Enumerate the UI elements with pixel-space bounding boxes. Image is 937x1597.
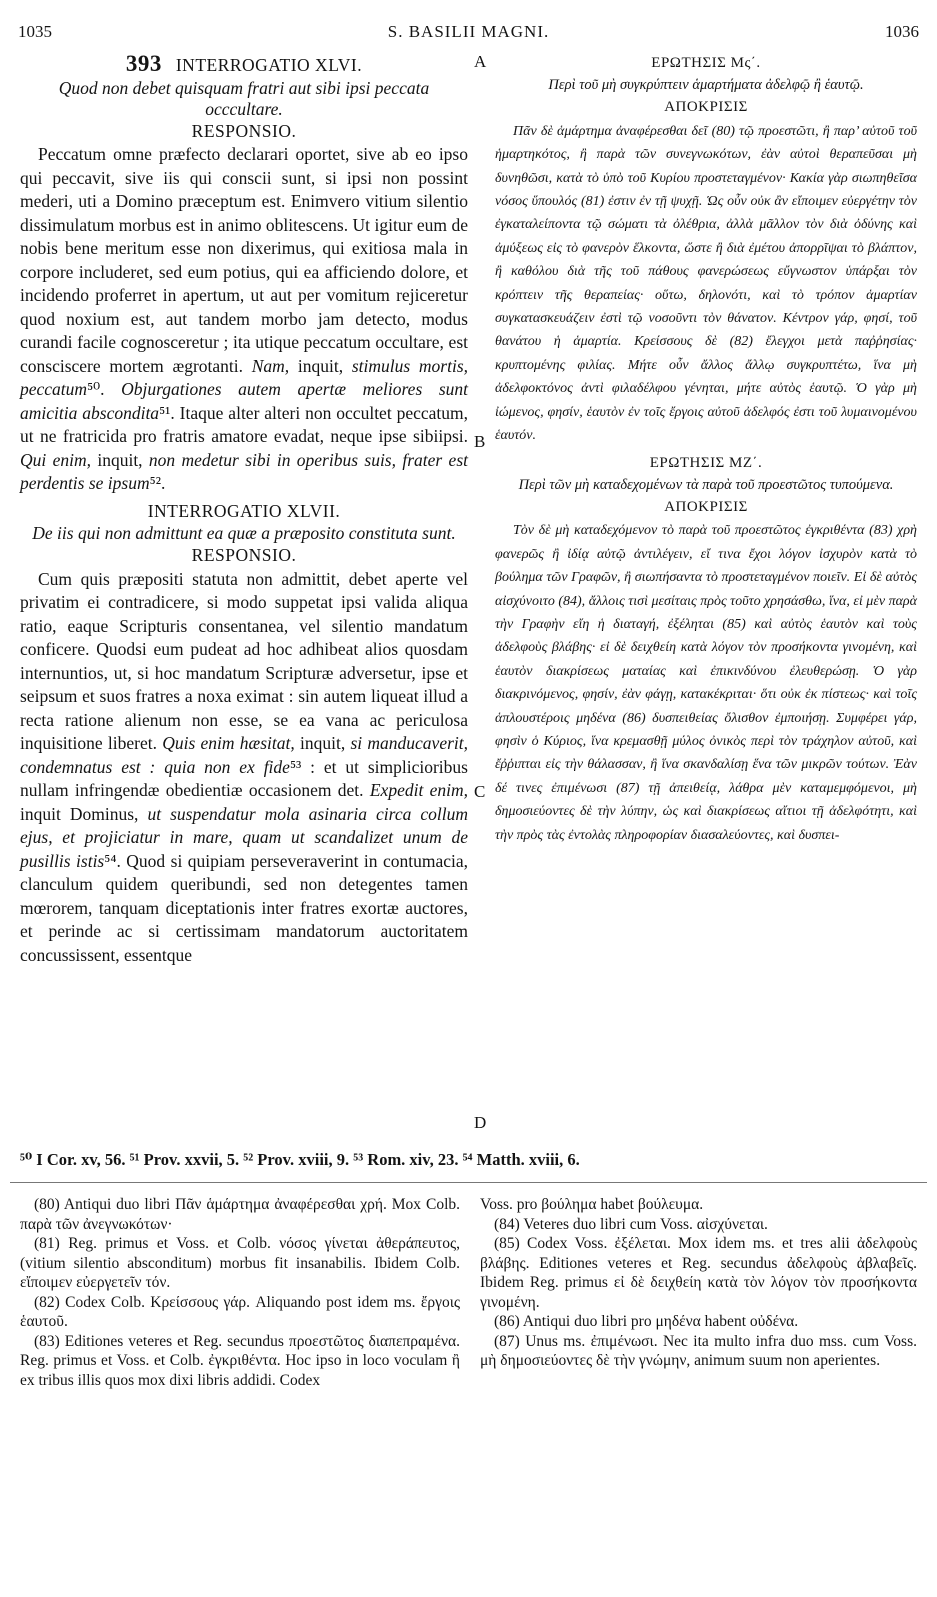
section-number: 393 bbox=[125, 51, 162, 76]
q46-quote-2: Objurgationes autem apertæ meliores sunt amicitia abscondita bbox=[20, 379, 468, 423]
scripture-references: ⁵⁰ I Cor. xv, 56. ⁵¹ Prov. xxvii, 5. ⁵² Prov. xviii, 9. ⁵³ Rom. xiv, 23. ⁵⁴ Matth. xviii, 6. bbox=[20, 1150, 580, 1169]
q46-text-6: inquit, bbox=[91, 449, 149, 470]
q46-heading-label: INTERROGATIO XLVI. bbox=[175, 55, 363, 75]
q47-heading-latin: INTERROGATIO XLVII. bbox=[147, 500, 341, 521]
q46-paragraph-greek: Πᾶν δὲ ἁμάρτημα ἀναφέρεσθαι δεῖ (80) τῷ προεστῶτι, ἢ παρ’ αὐτοῦ τοῦ ἡμαρτηκότος, ἢ παρὰ τῶν συνεγνωκότων, ἐὰν αὐτοὶ θεραπεῦσαι μὴ δυνηθῶσι, κατὰ τὸ ὑπὸ τοῦ Κυρίου προστεταγμένον· Κακία γὰρ σιωπηθεῖσα νόσος ὕπουλός (81) ἐστιν ἐν τῇ ψυχῇ. Ὡς οὖν οὐκ ἂν εἴποιμεν εὐεργέτην τὸν ἐγκαταλείποντα τῷ σώματι τὰ ὀλέθρια, ἀλλὰ μᾶλλον τὸν διὰ ὀδύνης καὶ ἀμύξεως εἰς τὸ φανερὸν ἕλκοντα, ὥστε ἢ διὰ ἐμέτου ἀπορρῖψαι τὸ βλάπτον, ἢ καθόλου διὰ τῆς τοῦ πάθους φανερώσεως εὔγνωστον ὑπάρξαι τὸν κρόπτειν τῆς θεραπείας· οὕτω, δηλονότι, καὶ τὸ τρόπον ἁμαρτίαν συγκατασκευάζειν ἐστὶ τῷ νοσοῦντι τὸν θάνατον. Κέντρον γάρ, φησί, τοῦ θανάτου ἡ ἁμαρτία. Κρείσσους δὲ (82) ἔλεγχοι μετὰ παῤῥησίας· κρυπτομένης φιλίας. Μήτε οὖν ἄλλος ἄλλῳ συγκρυπτέτω, ἵνα μὴ ἀδελφοκτόνος ἀντὶ φιλαδέλφου γένηται, μήτε αὐτὸς ἑαυτῷ. Ὁ γὰρ μὴ ἰώμενος, φησίν, ἑαυτὸν ἐν τοῖς ἔργοις αὐτοῦ ἀδελφός ἐστι τοῦ λυμαινομένου ἑαυτόν. bbox=[495, 123, 917, 444]
q46-heading-greek: ΕΡΩΤΗΣΙΣ Μς΄. bbox=[651, 55, 761, 71]
q46-responsio-greek: ΑΠΟΚΡΙΣΙΣ bbox=[664, 99, 748, 116]
margin-letter-b: B bbox=[474, 432, 486, 451]
running-title: S. BASILII MAGNI. bbox=[387, 22, 550, 41]
note-83: (83) Editiones veteres et Reg. secundus προεστῶτος διαπεπραμένα. Reg. primus et Voss. et Colb. ἐγκριθέντα. Hoc ipso in loco voculam ἢ ex tribus illis quos mox dixi libris addidi. Codex bbox=[20, 1332, 460, 1389]
q47-title-latin: De iis qui non admittunt ea quæ a præposito constituta sunt. bbox=[32, 523, 456, 543]
q46-quote-1: stimulus mortis, peccatum bbox=[20, 355, 469, 399]
q47-paragraph-latin bbox=[20, 568, 468, 968]
q46-heading-latin bbox=[20, 52, 468, 78]
q46-title-latin: Quod non debet quisquam fratri aut sibi ipsi peccata occcultare. bbox=[58, 77, 430, 119]
margin-letter-c: C bbox=[474, 782, 486, 801]
note-86: (86) Antiqui duo libri pro μηδένα habent οὐδένα. bbox=[494, 1313, 799, 1330]
page-number-right: 1036 bbox=[885, 22, 919, 41]
q46-text-5: Qui enim, bbox=[20, 449, 91, 470]
footnote-divider bbox=[10, 1182, 927, 1183]
q47-quote-2a: Expedit enim, bbox=[369, 780, 469, 800]
q46-paragraph-latin bbox=[20, 143, 468, 496]
page-header bbox=[0, 18, 937, 44]
q47-quote-1a: Quis enim hæsitat, bbox=[162, 733, 295, 753]
q47-heading-greek: ΕΡΩΤΗΣΙΣ ΜΖ΄. bbox=[649, 454, 763, 471]
q46-title-greek: Περὶ τοῦ μὴ συγκρύπτειν ἁμαρτήματα ἀδελφῷ ἢ ἑαυτῷ. bbox=[548, 77, 864, 94]
note-81: (81) Reg. primus et Voss. et Colb. νόσος γίνεται ἀθεράπευτος, (vitium silentio absconditum) morbus fit insanabilis. Ibidem Colb. εἴποιμεν εὐεργετεῖν τόν. bbox=[20, 1235, 460, 1291]
q47-quote-1b: si manducaverit, condemnatus est : quia non ex fide bbox=[20, 733, 468, 777]
note-84: (84) Veteres duo libri cum Voss. αἰσχύνεται. bbox=[494, 1215, 768, 1233]
note-85: (85) Codex Voss. ἐξέλεται. Mox idem ms. et tres alii ἀδελφοὺς βλάβης. Editiones veteres et Reg. secundus ἀδελφοὺς ἀβλαβεῖς. Ibidem Reg. primus εἰ δὲ δειχθείη κατὰ τὸν λόγον τὸν προσήκοντα γινομένη. bbox=[480, 1235, 917, 1311]
greek-column bbox=[495, 52, 917, 847]
note-80: (80) Antiqui duo libri Πᾶν ἁμάρτημα ἀναφέρεσθαι χρή. Mox Colb. παρὰ τῶν ἀνεγνωκότων· bbox=[20, 1196, 460, 1233]
q46-ref-52: ⁵². bbox=[149, 473, 166, 493]
note-83-cont: Voss. pro βούλημα habet βούλευμα. bbox=[480, 1196, 704, 1213]
q46-text-3: inquit, bbox=[289, 355, 352, 376]
q47-text-1: Cum quis præpositi statuta non admittit, debet aperte vel privatim ei contradicere, si modo suppetat ipsi valida aliqua ratio, eaque Scripturis consentanea, vel silentio mandatum conficere. Quodsi eum pudeat ad hoc adhibeat alios quosdam internuntios, ut, si hoc mandatum Scripturæ adversetur, ipse et seipsum et suos fratres a noxa eximat : sin autem liqueat illud a recta ratione alienum non esse, se ea vana ac periculosa inquisitione liberet. bbox=[20, 568, 468, 753]
note-87: (87) Unus ms. ἐπιμένωσι. Nec ita multo infra duo mss. cum Voss. μὴ δημοσιεύοντες δὲ τὴν γνώμην, animum suum non aperientes. bbox=[480, 1332, 917, 1369]
q47-responsio-latin: RESPONSIO. bbox=[191, 545, 297, 565]
q46-ref-50: ⁵⁰. bbox=[87, 379, 122, 399]
q47-text-2: inquit, bbox=[294, 733, 351, 753]
q46-text-1: Peccatum omne præfecto declarari oportet, sive ab eo ipso qui peccavit, sive iis qui conscii sunt, si ipsi non possint mederi, uti a Domino præceptum est. Enimvero vitium silentio dissimulatum morbus est in animo oblitescens. Ut igitur eum de nobis bene meritum esse non dixerimus, qui exitiosa mala in corpore includeret, sed eum potius, qui ea afficiendo dolore, et incidendo proferret in apertum, ut aut per vomitum rejiceretur quod noxium est, aut tandem morbo jam detecto, modus curandi facile cognosceretur ; ita utique peccatum occultare, est consciscere mortem ægrotanti. bbox=[20, 144, 468, 376]
notes-right-column bbox=[480, 1195, 917, 1371]
margin-letter-d: D bbox=[474, 1113, 487, 1132]
q47-responsio-greek: ΑΠΟΚΡΙΣΙΣ bbox=[664, 498, 748, 515]
q46-quote-3: non medetur sibi in operibus suis, frater est perdentis se ipsum bbox=[20, 449, 468, 493]
q47-quote-2b: ut suspendatur mola asinaria circa collum ejus, et projiciatur in mare, quam ut scandalizet unum de pusillis istis bbox=[20, 803, 468, 871]
latin-column bbox=[20, 52, 468, 967]
q46-responsio-latin: RESPONSIO. bbox=[191, 120, 297, 141]
q47-text-5: ⁵⁴. Quod si quipiam perseveraverint in contumacia, clanculum quidem queribundi, sed non detegentes tamen mœrorem, tanquam diceptationis inter fratres exortæ auctores, et perinde ac si certissimam mandatorum auctoritatem concussissent, essentque bbox=[20, 850, 468, 965]
notes-left-column bbox=[20, 1195, 460, 1390]
q47-text-3: ⁵³ : et ut simplicioribus nullam infringendæ obedientiæ occasionem det. bbox=[20, 756, 468, 800]
q46-text-2: Nam, bbox=[251, 355, 290, 376]
margin-letter-a: A bbox=[474, 52, 487, 71]
q46-text-4: ⁵¹. Itaque alter alteri non occultet peccatum, ut ne fratricida pro fratris amatore evadat, neque ipse sibiipsi. bbox=[20, 402, 468, 446]
page-number-left: 1035 bbox=[18, 22, 52, 41]
q47-text-4: inquit Dominus, bbox=[20, 803, 148, 824]
q47-paragraph-greek: Τὸν δὲ μὴ καταδεχόμενον τὸ παρὰ τοῦ προεστῶτος ἐγκριθέντα (83) χρὴ φανερῶς ἢ ἰδίᾳ αὐτῷ ἀντιλέγειν, εἴ τινα ἔχοι λόγον ἰσχυρὸν κατὰ τὸ βούλημα τῶν Γραφῶν, ἢ σιωπήσαντα τὸ προστεταγμένον ποιεῖν. Εἰ δὲ αὐτὸς αἰσχύνοιτο (84), ἄλλοις τισὶ μεσίταις πρὸς τοῦτο χρησάσθω, ἵνα, εἰ μὲν παρὰ τὴν Γραφὴν εἴη ἡ διαταγή, ἐξέληται (85) καὶ αὐτὸς ἑαυτὸν καὶ τοὺς ἀδελφοὺς βλάβης· εἰ δὲ δειχθείη κατὰ λόγον τὸν προσήκοντα γινομένη, καὶ ἑαυτὸν διακρίσεως ματαίας καὶ ἐπικινδύνου ἐλευθερώσῃ. Ὁ γὰρ διακρινόμενος, φησίν, ἐὰν φάγῃ, κατακέκριται· ὅτι οὐκ ἐκ πίστεως· καὶ τοῖς ἁπλουστέροις μηδένα (86) δυσπειθείας ὄλισθον ἐμποιήσῃ. Συμφέρει γάρ, φησὶν ὁ Κύριος, ἵνα κρεμασθῇ μύλος ὀνικὸς περὶ τὸν τράχηλον αὐτοῦ, καὶ ἔῤῥιπται εἰς τὴν θάλασσαν, ἢ ἵνα σκανδαλίσῃ ἕνα τῶν μικρῶν τούτων. Ἐὰν δέ τινες ἐπιμένωσι (87) τῇ ἀπειθείᾳ, λάθρα μὲν καταμεμφόμενοι, μὴ δημοσιεύοντες δὲ τὴν λύπην, ὡς καὶ διακρίσεως αἴτιοι τῇ ἀδελφότητι, καὶ τὴν πρὸς τὰς ἐντολὰς πληροφορίαν διασαλεύοντες, καὶ δυσπει- bbox=[495, 523, 917, 843]
note-82: (82) Codex Colb. Κρείσσους γάρ. Aliquando post idem ms. ἔργοις ἑαυτοῦ. bbox=[20, 1293, 460, 1330]
q47-title-greek: Περὶ τῶν μὴ καταδεχομένων τὰ παρὰ τοῦ προεστῶτος τυπούμενα. bbox=[518, 476, 894, 493]
